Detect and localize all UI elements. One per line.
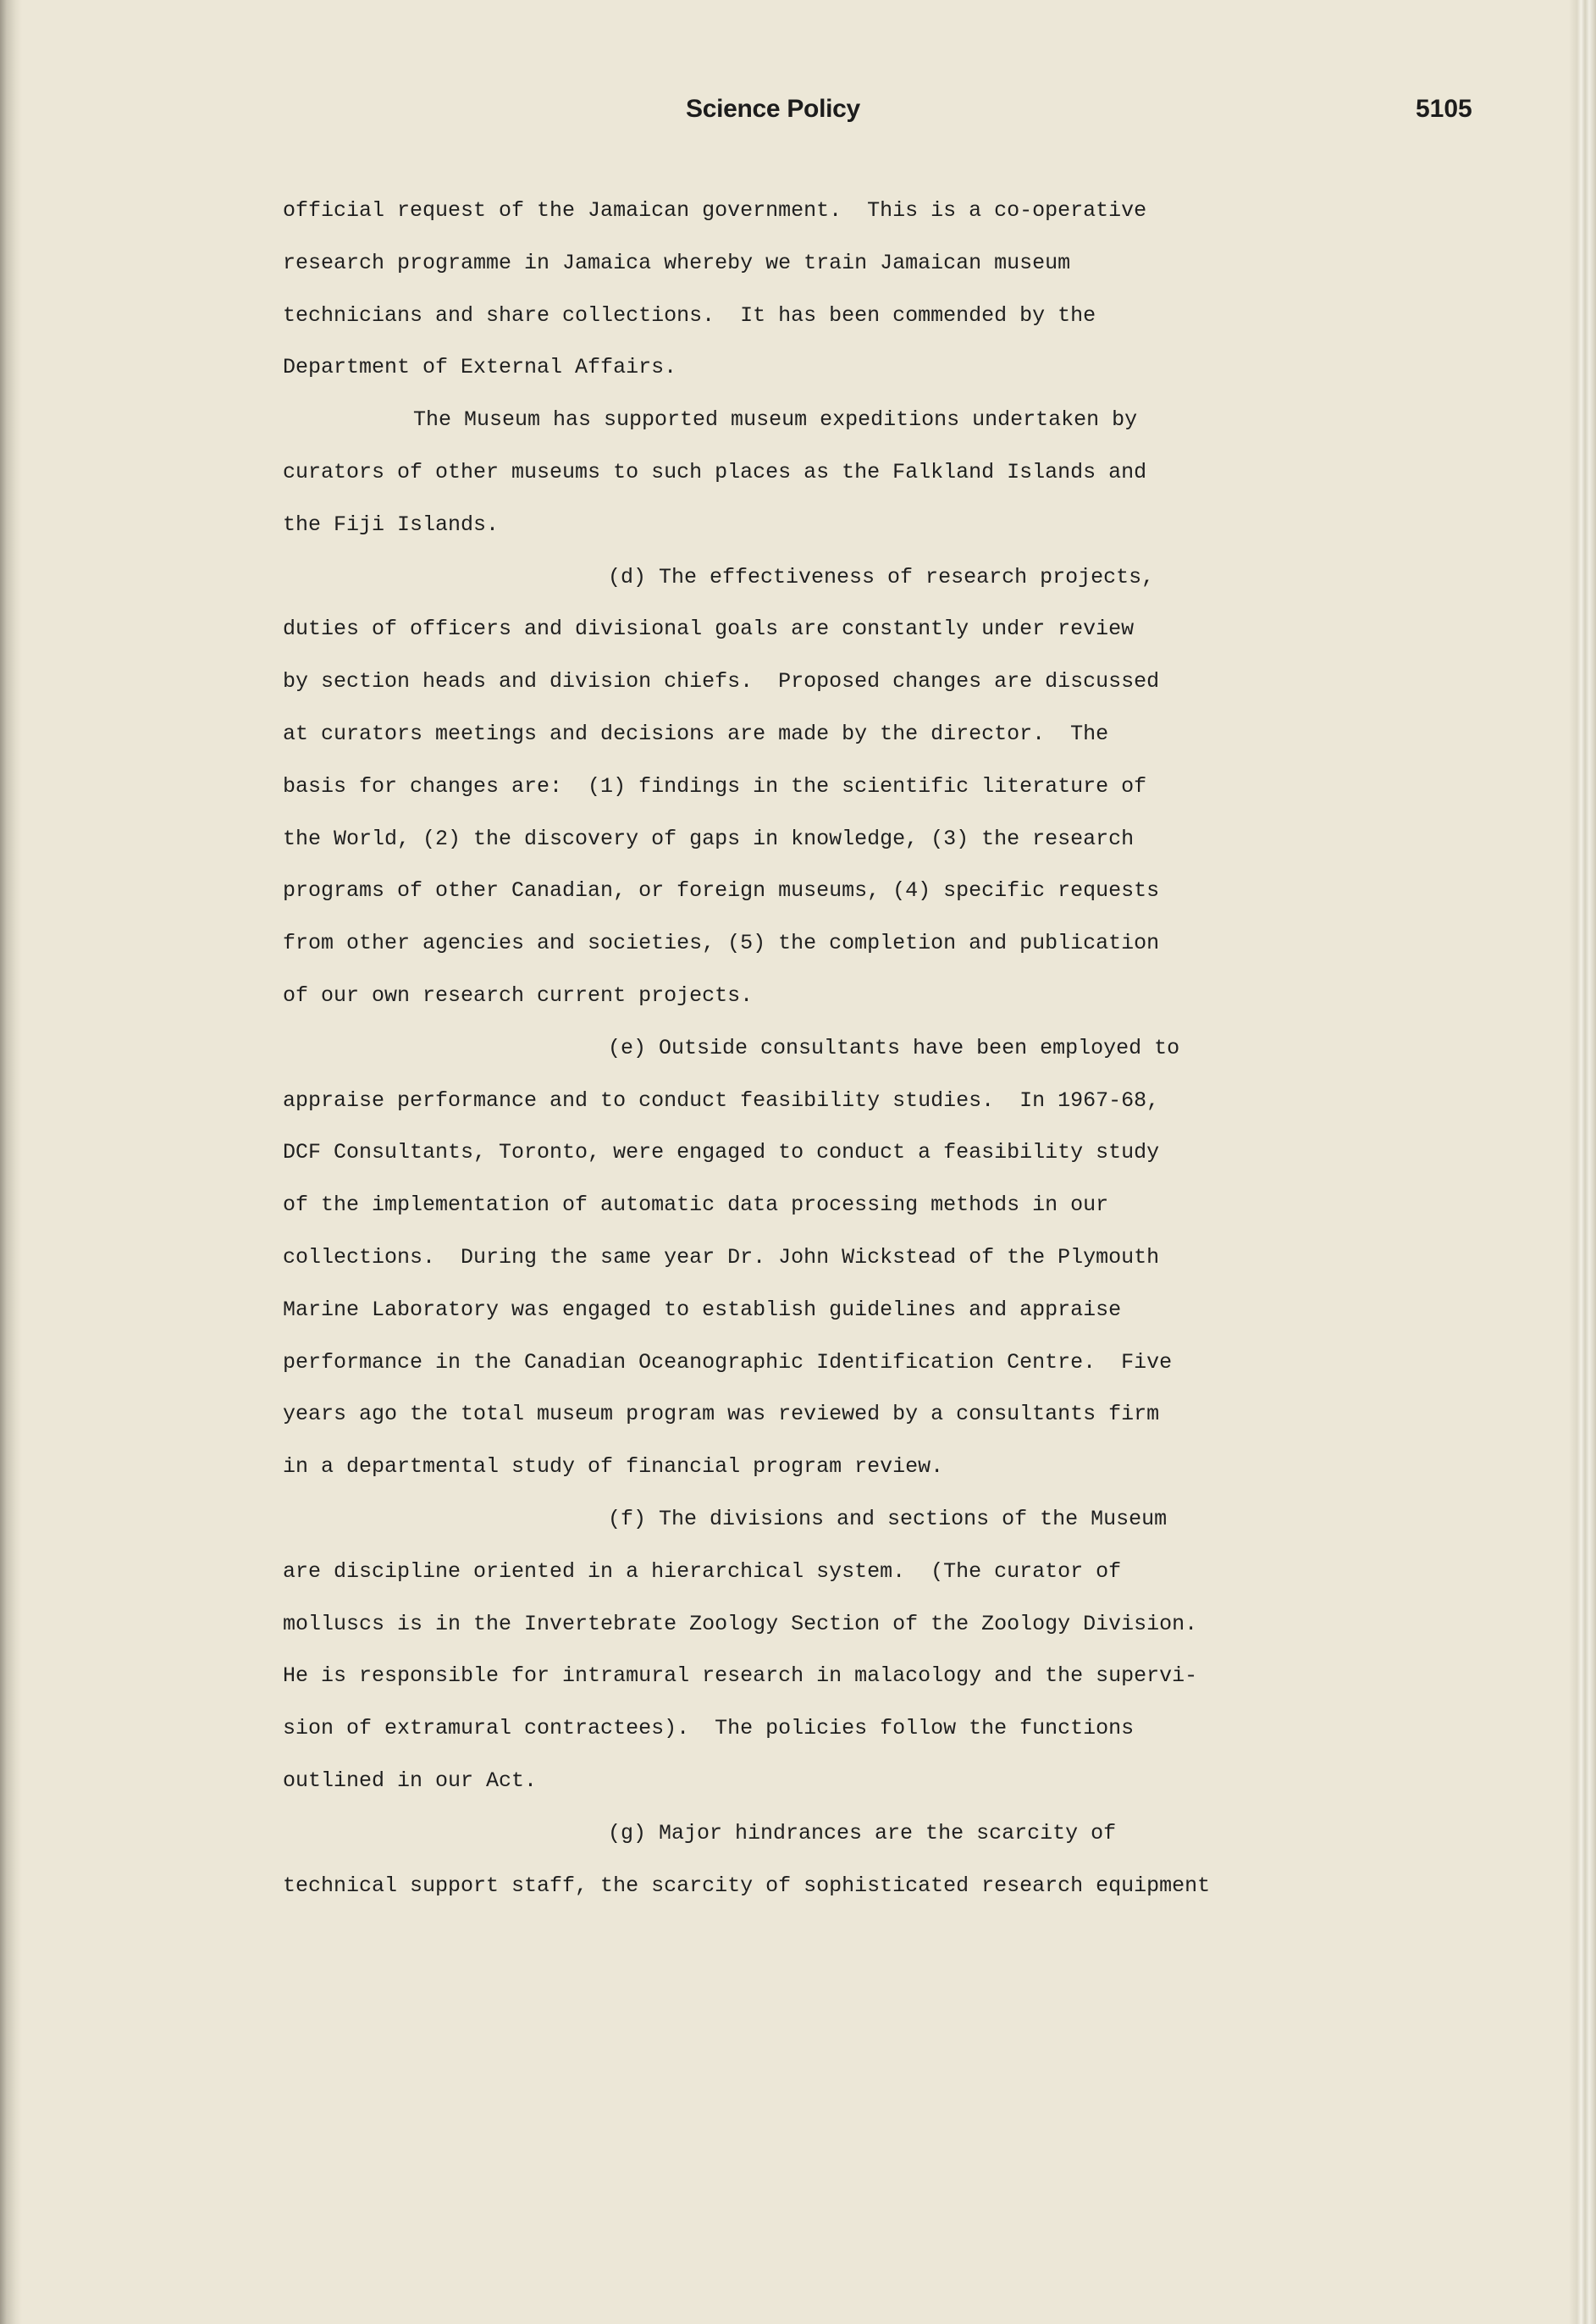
text-line: of the implementation of automatic data processing methods in our [283,1192,1109,1218]
text-line: (g) Major hindrances are the scarcity of [608,1820,1117,1845]
text-line: are discipline oriented in a hierarchical system. (The curator of [283,1558,1122,1584]
text-line: Marine Laboratory was engaged to establish guidelines and appraise [283,1297,1122,1322]
text-line: sion of extramural contractees). The policies follow the functions [283,1716,1135,1741]
text-line: curators of other museums to such places as the Falkland Islands and [283,459,1147,484]
text-line: (d) The effectiveness of research projects, [608,564,1155,589]
text-line: duties of officers and divisional goals are constantly under review [283,617,1135,642]
text-line: molluscs is in the Invertebrate Zoology Section of the Zoology Division. [283,1611,1198,1636]
text-line: performance in the Canadian Oceanographic Identification Centre. Five [283,1349,1173,1375]
text-line: by section heads and division chiefs. Proposed changes are discussed [283,669,1160,694]
text-line: programs of other Canadian, or foreign museums, (4) specific requests [283,878,1160,904]
text-line: research programme in Jamaica whereby we train Jamaican museum [283,250,1071,275]
page-stack-edge [1569,0,1596,2324]
text-line: from other agencies and societies, (5) the completion and publication [283,931,1160,956]
text-line: (f) The divisions and sections of the Museum [608,1506,1168,1531]
running-header [0,95,1596,129]
text-line: collections. During the same year Dr. John Wickstead of the Plymouth [283,1244,1160,1270]
text-line: technicians and share collections. It has been commended by the [283,302,1096,328]
text-line: DCF Consultants, Toronto, were engaged to conduct a feasibility study [283,1140,1160,1165]
text-line: technical support staff, the scarcity of sophisticated research equipment [283,1873,1211,1898]
text-line: years ago the total museum program was reviewed by a consultants firm [283,1402,1160,1427]
binding-edge [0,0,22,2324]
text-line: of our own research current projects. [283,982,754,1008]
text-line: the World, (2) the discovery of gaps in knowledge, (3) the research [283,826,1135,851]
text-line: The Museum has supported museum expeditions undertaken by [413,407,1138,433]
text-line: appraise performance and to conduct feasibility studies. In 1967-68, [283,1087,1160,1113]
page-number: 5105 [1416,95,1472,123]
running-header-title: Science Policy [686,95,860,123]
text-line: (e) Outside consultants have been employed to [608,1035,1180,1060]
text-line: He is responsible for intramural research in malacology and the supervi- [283,1663,1198,1689]
body-text [283,185,1256,1912]
text-line: outlined in our Act. [283,1768,538,1793]
text-line: at curators meetings and decisions are made by the director. The [283,721,1109,746]
text-line: official request of the Jamaican government. This is a co-operative [283,198,1147,223]
text-line: the Fiji Islands. [283,512,500,537]
text-line: in a departmental study of financial program review. [283,1454,944,1480]
text-line: Department of External Affairs. [283,355,677,380]
text-line: basis for changes are: (1) findings in the scientific literature of [283,773,1147,799]
